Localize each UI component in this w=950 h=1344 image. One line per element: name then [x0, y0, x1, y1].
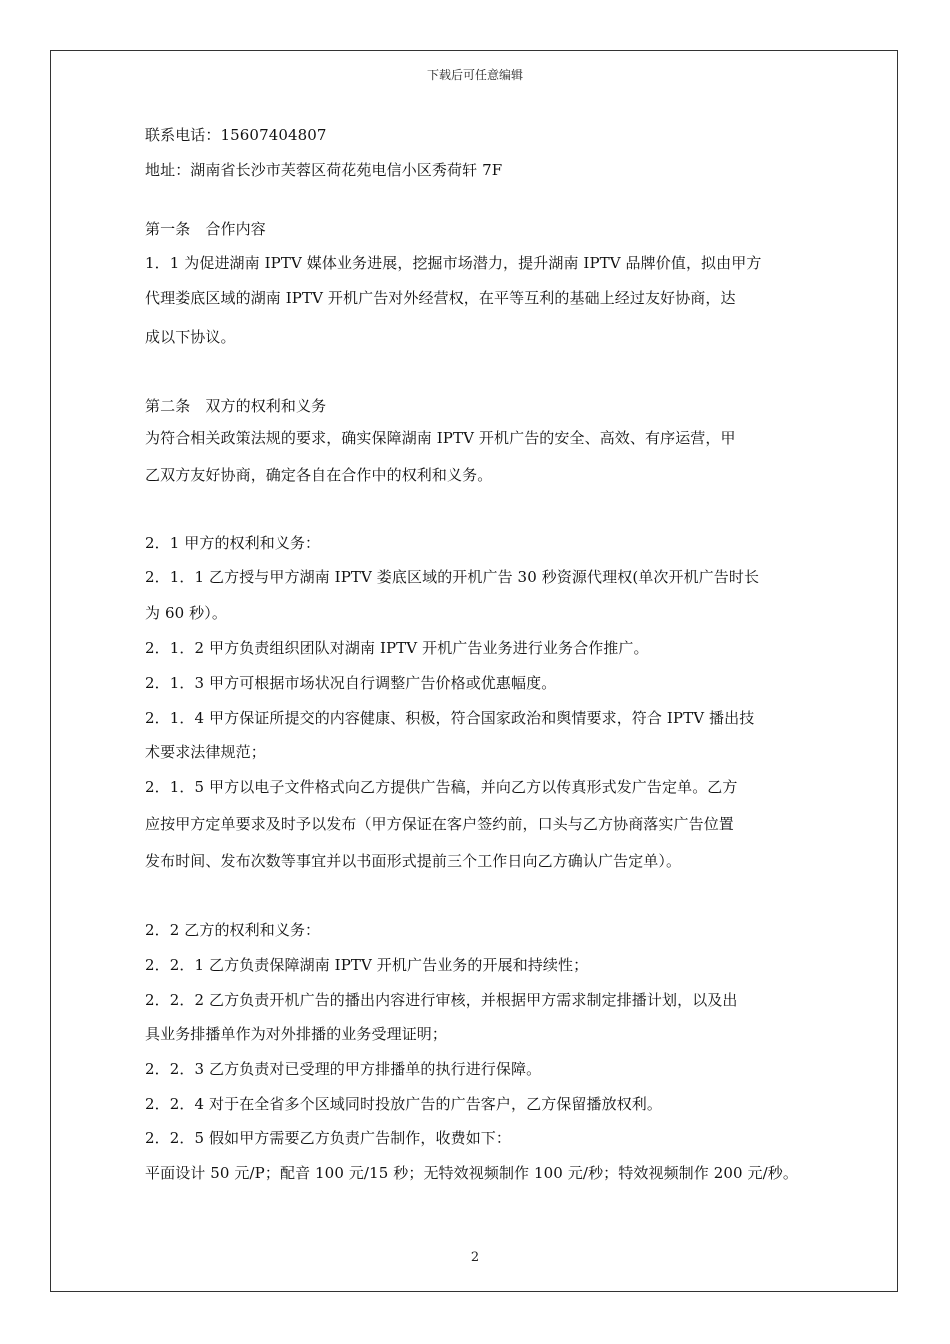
paragraph-line: 2．2．5 假如甲方需要乙方负责广告制作，收费如下： — [145, 1129, 512, 1147]
paragraph-line: 2．1．4 甲方保证所提交的内容健康、积极，符合国家政治和舆情要求，符合 IPTV 播出技 — [145, 709, 755, 727]
paragraph-line: 2．1．1 乙方授与甲方湖南 IPTV 娄底区域的开机广告 30 秒资源代理权(单次开机广告时长 — [145, 568, 760, 586]
paragraph-line: 乙双方友好协商，确定各自在合作中的权利和义务。 — [145, 466, 493, 484]
paragraph-line: 2．2．2 乙方负责开机广告的播出内容进行审核，并根据甲方需求制定排播计划，以及出 — [145, 991, 738, 1009]
paragraph-line: 2．1．2 甲方负责组织团队对湖南 IPTV 开机广告业务进行业务合作推广。 — [145, 639, 649, 657]
paragraph-line: 代理娄底区域的湖南 IPTV 开机广告对外经营权，在平等互利的基础上经过友好协商，达 — [145, 289, 736, 307]
paragraph-line: 为 60 秒）。 — [145, 604, 227, 622]
page-header: 下载后可任意编辑 — [426, 68, 523, 82]
paragraph-line: 具业务排播单作为对外排播的业务受理证明； — [145, 1025, 448, 1043]
contact-phone-line: 联系电话：15607404807 — [145, 126, 327, 144]
paragraph-line: 2．2．3 乙方负责对已受理的甲方排播单的执行进行保障。 — [145, 1060, 542, 1078]
article-1-heading: 第一条 合作内容 — [145, 220, 266, 238]
paragraph-line: 2．1．3 甲方可根据市场状况自行调整广告价格或优惠幅度。 — [145, 674, 557, 692]
address-line: 地址：湖南省长沙市芙蓉区荷花苑电信小区秀荷轩 7F — [145, 161, 503, 179]
paragraph-line: 2．2．1 乙方负责保障湖南 IPTV 开机广告业务的开展和持续性； — [145, 956, 589, 974]
paragraph-line: 2．1．5 甲方以电子文件格式向乙方提供广告稿，并向乙方以传真形式发广告定单。乙方 — [145, 778, 738, 796]
paragraph-line: 术要求法律规范； — [145, 743, 266, 761]
article-2-heading: 第二条 双方的权利和义务 — [145, 397, 327, 415]
paragraph-line: 2．2．4 对于在全省多个区域同时投放广告的广告客户，乙方保留播放权利。 — [145, 1095, 663, 1113]
page-number: 2 — [470, 1250, 480, 1265]
paragraph-line: 成以下协议。 — [145, 328, 236, 346]
paragraph-line: 发布时间、发布次数等事宜并以书面形式提前三个工作日向乙方确认广告定单）。 — [145, 852, 682, 870]
section-2-1-heading: 2．1 甲方的权利和义务： — [145, 534, 321, 552]
paragraph-line: 1．1 为促进湖南 IPTV 媒体业务进展，挖掘市场潜力，提升湖南 IPTV 品牌价值，拟由甲方 — [145, 254, 762, 272]
pricing-line: 平面设计 50 元/P；配音 100 元/15 秒；无特效视频制作 100 元/秒；特效视频制作 200 元/秒。 — [145, 1164, 798, 1182]
paragraph-line: 应按甲方定单要求及时予以发布（甲方保证在客户签约前，口头与乙方协商落实广告位置 — [145, 815, 734, 833]
paragraph-line: 为符合相关政策法规的要求，确实保障湖南 IPTV 开机广告的安全、高效、有序运营，甲 — [145, 429, 736, 447]
section-2-2-heading: 2．2 乙方的权利和义务： — [145, 921, 321, 939]
